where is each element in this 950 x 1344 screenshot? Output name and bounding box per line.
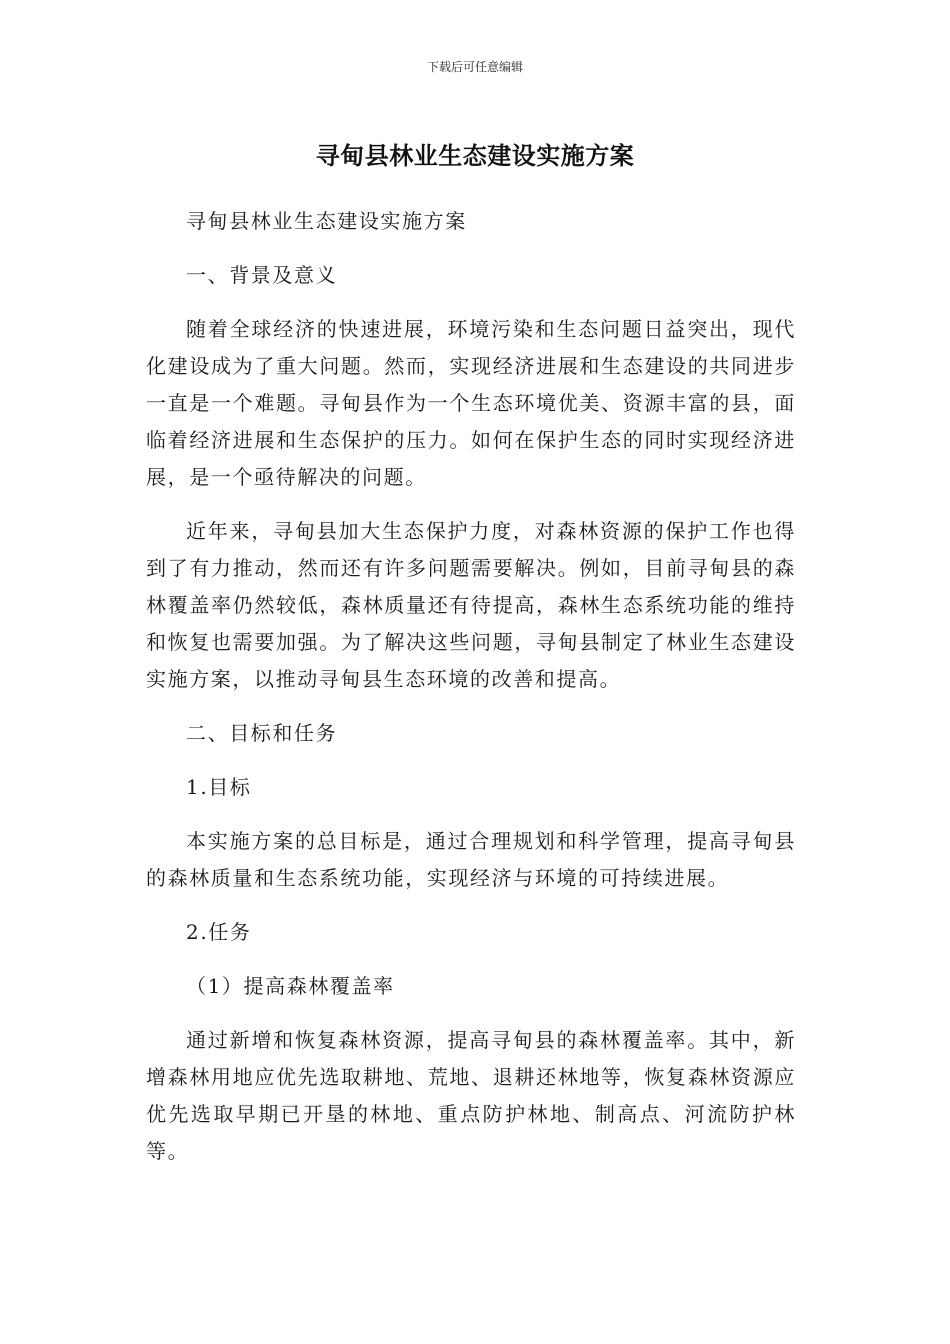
document-body xyxy=(146,203,796,1187)
subheading-tasks: 2.任务 xyxy=(186,920,252,944)
section-heading-goals: 二、目标和任务 xyxy=(186,721,338,745)
subheading-task-1: （1）提高森林覆盖率 xyxy=(186,974,395,998)
section-heading-background: 一、背景及意义 xyxy=(186,263,338,287)
paragraph-subtitle: 寻甸县林业生态建设实施方案 xyxy=(186,209,467,233)
document-title: 寻甸县林业生态建设实施方案 xyxy=(315,142,635,170)
paragraph-background-2: 近年来，寻甸县加大生态保护力度，对森林资源的保护工作也得到了有力推动，然而还有许多问题需要解决。例如，目前寻甸县的森林覆盖率仍然较低，森林质量还有待提高，森林生态系统功能的维持和恢复也需要加强。为了解决这些问题，寻甸县制定了林业生态建设实施方案，以推动寻甸县生态环境的改善和提高。 xyxy=(146,519,796,691)
header-note: 下载后可任意编辑 xyxy=(426,60,523,74)
paragraph-goal: 本实施方案的总目标是，通过合理规划和科学管理，提高寻甸县的森林质量和生态系统功能，实现经济与环境的可持续进展。 xyxy=(146,829,796,890)
subheading-goal: 1.目标 xyxy=(186,775,252,799)
paragraph-background-1: 随着全球经济的快速进展，环境污染和生态问题日益突出，现代化建设成为了重大问题。然而，实现经济进展和生态建设的共同进步一直是一个难题。寻甸县作为一个生态环境优美、资源丰富的县，面临着经济进展和生态保护的压力。如何在保护生态的同时实现经济进展，是一个亟待解决的问题。 xyxy=(146,317,796,489)
paragraph-task-1: 通过新增和恢复森林资源，提高寻甸县的森林覆盖率。其中，新增森林用地应优先选取耕地、荒地、退耕还林地等，恢复森林资源应优先选取早期已开垦的林地、重点防护林地、制高点、河流防护林等。 xyxy=(146,1028,796,1163)
